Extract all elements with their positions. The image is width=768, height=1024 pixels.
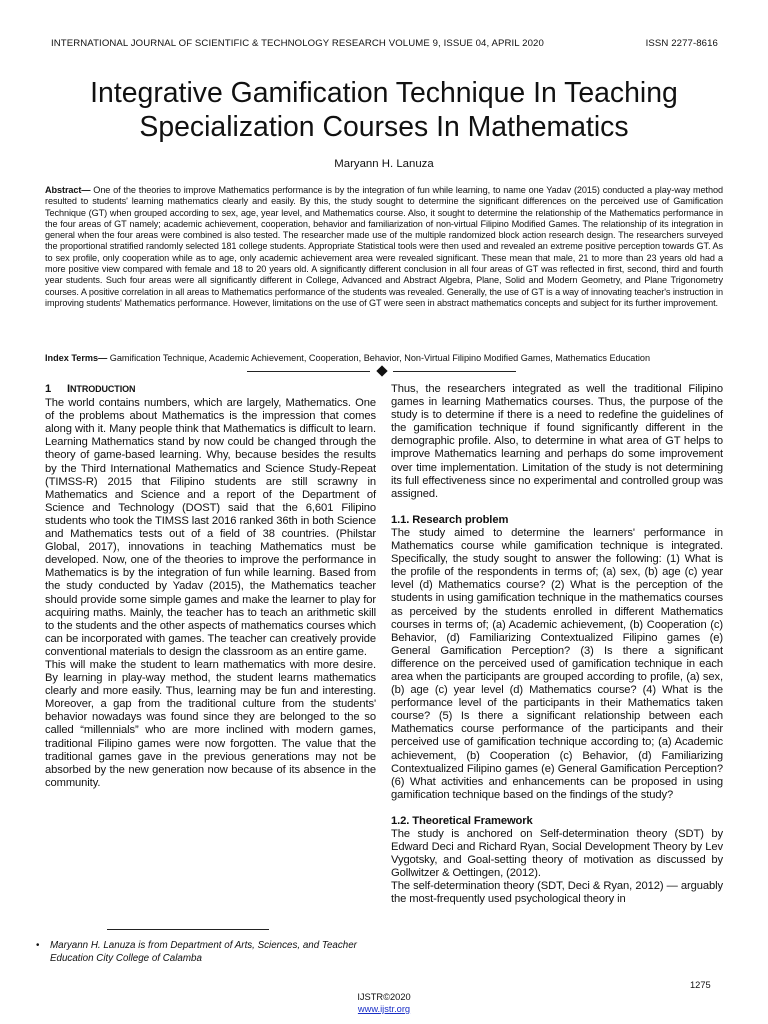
- abstract: [45, 185, 723, 309]
- author-footnote: [36, 939, 376, 965]
- research-problem-heading: 1.1. Research problem: [391, 513, 509, 526]
- page-number: 1275: [690, 980, 711, 990]
- title-line-1: Integrative Gamification Technique In Teaching: [90, 77, 678, 109]
- section-divider-right: [393, 371, 516, 372]
- index-terms: [45, 353, 723, 364]
- abstract-text: One of the theories to improve Mathematics performance is by the integration of fun while learning, to name one Yadav (2015) conducted a play-way method resulted to students' learning mathematics clearly and easily. By this, the study sought to determine the significant differences on the perceived use of Gamification Technique (GT) when grouped according to sex, age, year level, and Mathematics course. Also, it sought to determine the relationship of the Mathematics performance in the four areas of GT namely; academic achievement, cooperation, behavior and familiarization of non-virtual Filipino Modified Games. The relationship of its integration in general when the four areas were combined is also tested. The researcher made use of the multiple randomized block action research design. The researchers surveyed the proportional stratified randomly selected 181 college students. Appropriate Statistical tools were then used and revealed an extreme positive perception towards GT. As to sex profile, only cooperation while as to age, only academic achievement area were revealed significant. These mean that male, 21 to more than 23 years old had a more positive view compared with female and 18 to 20 years old. A significantly different conclusion in all four areas of GT was reflected in first, second, third and fourth year students. Such four areas were all significantly different in College, Advanced and Abstract Algebra, Plane, Solid and Modern Geometry, and Plane Trigonometry courses. A positive correlation in all areas to Mathematics performance of the students was revealed. Generally, the use of GT is a way of innovating teacher's instruction in improving students' Mathematics performance. However, limitations on the use of GT were seen in abstract mathematics concepts and subject for its further improvement.: [45, 185, 723, 308]
- page-footer: [0, 991, 768, 1015]
- right-column: [391, 383, 723, 907]
- footnote-rule: [107, 929, 269, 930]
- intro-heading: [45, 383, 376, 396]
- index-terms-label: Index Terms—: [45, 353, 108, 363]
- theoretical-framework-heading: 1.2. Theoretical Framework: [391, 814, 533, 827]
- footer-copyright: IJSTR©2020: [357, 992, 411, 1002]
- intro-number: 1: [45, 383, 52, 395]
- left-column: [45, 383, 376, 790]
- issn: ISSN 2277-8616: [645, 38, 718, 49]
- intro-heading-initial: I: [67, 383, 71, 395]
- index-terms-text: Gamification Technique, Academic Achievement, Cooperation, Behavior, Non-Virtual Filipino Modified Games, Mathematics Education: [107, 353, 651, 363]
- intro-heading-rest: NTRODUCTION: [70, 384, 136, 394]
- theoretical-framework-paragraph-2: The self-determination theory (SDT, Deci & Ryan, 2012) — arguably the most-frequently used psychological theory in: [391, 880, 723, 906]
- intro-paragraph-3: Thus, the researchers integrated as well the traditional Filipino games in learning Mathematics courses. Thus, the purpose of the study is to determine if there is a need to redefine the guidelines of the gamification technique if found significantly different in the demographic profile. Also, to determine in what area of GT helps to improve Mathematics learning and perhaps do some improvement over time implementation. Limitation of the study is not determining its full effectiveness since no experimental and controlled group was assigned.: [391, 383, 723, 500]
- theoretical-framework-paragraph-1: The study is anchored on Self-determination theory (SDT) by Edward Deci and Richard Ryan, Social Development Theory by Lev Vygotsky, and Goal-setting theory of motivation as discussed by Gollwitzer & Oettingen, (2012).: [391, 828, 723, 880]
- title-line-2: Specialization Courses In Mathematics: [139, 111, 629, 143]
- author-name: Maryann H. Lanuza: [334, 158, 434, 170]
- footnote-text: Maryann H. Lanuza is from Department of Arts, Sciences, and Teacher Education City College of Calamba: [50, 940, 357, 964]
- journal-name: INTERNATIONAL JOURNAL OF SCIENTIFIC & TECHNOLOGY RESEARCH VOLUME 9, ISSUE 04, APRIL 2020: [51, 38, 544, 49]
- journal-header: [51, 38, 718, 52]
- paper-title: [20, 76, 748, 144]
- research-problem-text: The study aimed to determine the learners' performance in Mathematics course while gamification technique is integrated. Specifically, the study sought to answer the following: (1) What is the profile of the respondents in terms of; (a) sex, (b) age (c) year level (d) Mathematics course? (2) What is the perception of the students in using gamification technique in the mathematics courses as perceived by the students enrolled in different Mathematics courses in terms of; (a) Academic achievement, (b) Cooperation (c) Behavior, (d) Familiarizing Contextualized Filipino games (e) General Gamification Perception? (3) Is there a significant difference on the perceived used of gamification technique in each area when the participants are grouped according to profile, (a) sex, (b) age (c) year level (d) Mathematics course? (4) What is the performance level of the participants in their Mathematics taken course? (5) Is there a significant relationship between each Mathematics course performance of the participants and their perceived use of gamification technique according to; (a) Academic achievement, (b) Cooperation (c) Behavior, (d) Familiarizing Contextualized Filipino games (e) General Gamification Perception? (6) What activities and enhancements can be proposed in using gamification technique based on the findings of the study?: [391, 526, 723, 801]
- diamond-icon: [376, 365, 387, 376]
- intro-paragraph-2: This will make the student to learn mathematics with more desire. By learning in play-way method, the student learns mathematics clearly and more easily. Thus, learning may be fun and interesting. Moreover, a gap from the traditional culture from the students' behavior nowadays was found since they are belonged to the so called “millennials” who are more inclined with modern games, traditional Filipino games were now forgotten. The value that the traditional games gave in the previous generations may not be absorbed by the new generation now because of its absence in the community.: [45, 658, 376, 789]
- section-divider-left: [247, 371, 370, 372]
- intro-paragraph-1: The world contains numbers, which are largely, Mathematics. One of the problems about Mathematics is the impression that comes along with it. Many people think that Mathematics is difficult to learn. Learning Mathematics stand by now could be changed through the theory of game-based learning. Why, because besides the results by the Third International Mathematics and Science Study-Repeat (TIMSS-R) 2015 that Filipino students are still scrawny in Mathematics and Science and a report of the Department of Science and Technology (DOST) said that the 6,601 Filipino students who took the TIMSS last 2016 ranked 36th in both Science and Mathematics tests out of a field of 38 countries. (Philstar Global, 2017), innovations in teaching Mathematics must be developed. Now, one of the theories to improve the performance in Mathematics is by the integration of fun while learning. Based from the study conducted by Yadav (2015), the Mathematics teacher should provide some simple games and make the learner to play for acquiring maths. Mainly, the teacher has to teach an arithmetic skill to the students and the other aspects of mathematics courses which can be incorporated with games. The teacher can creatively provide conventional materials to design the classroom as an entire game.: [45, 397, 376, 658]
- footer-url-link[interactable]: www.ijstr.org: [357, 1004, 411, 1014]
- abstract-label: Abstract—: [45, 185, 91, 195]
- bullet-icon: •: [36, 940, 40, 951]
